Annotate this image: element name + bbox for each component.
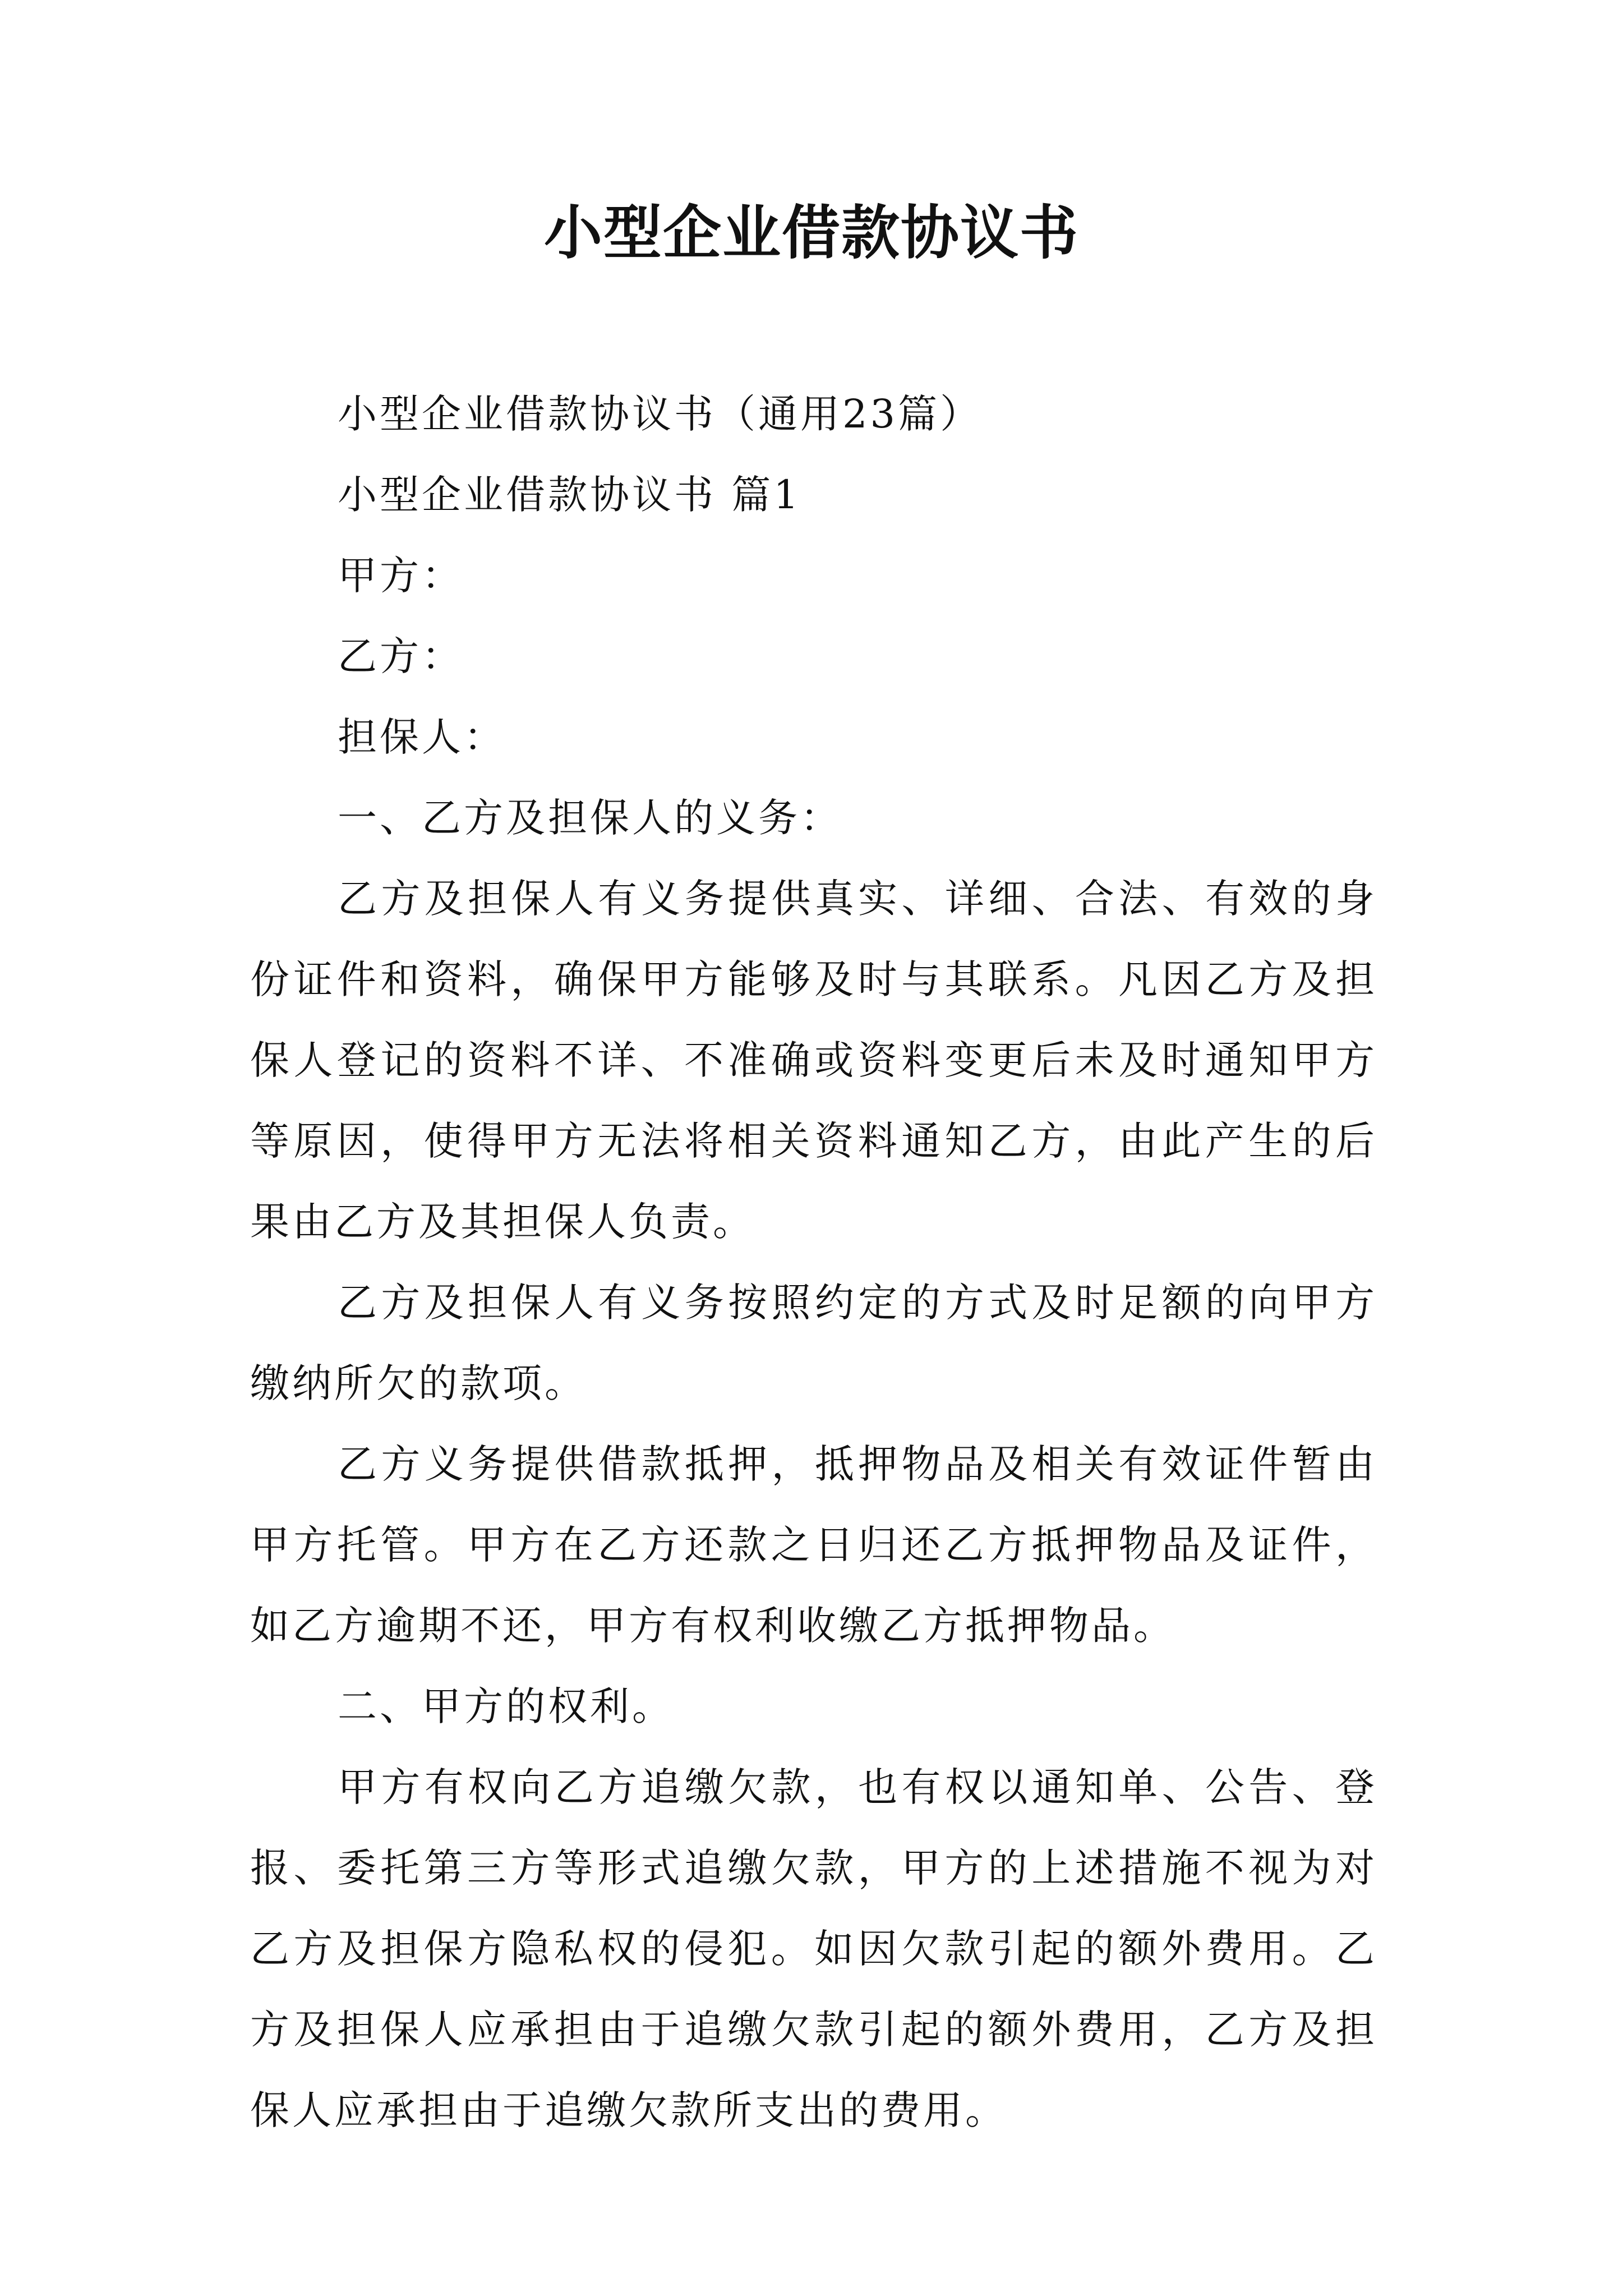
paragraph-clause-1-info: 乙方及担保人有义务提供真实、详细、合法、有效的身份证件和资料，确保甲方能够及时与其联系。凡因乙方及担保人登记的资料不详、不准确或资料变更后未及时通知甲方等原因，使得甲方无法将相关资料通知乙方，由此产生的后果由乙方及其担保人负责。: [250, 876, 1377, 1245]
paragraph-section-heading: 小型企业借款协议书 篇1: [338, 472, 801, 518]
paragraph-clause-1-collateral: 乙方义务提供借款抵押，抵押物品及相关有效证件暂由甲方托管。甲方在乙方还款之日归还乙方抵押物品及证件，如乙方逾期不还，甲方有权利收缴乙方抵押物品。: [250, 1441, 1377, 1649]
paragraph-clause-2-heading: 二、甲方的权利。: [338, 1683, 674, 1729]
paragraph-party-a: 甲方：: [338, 553, 464, 599]
paragraph-clause-2-rights: 甲方有权向乙方追缴欠款，也有权以通知单、公告、登报、委托第三方等形式追缴欠款，甲方的上述措施不视为对乙方及担保方隐私权的侵犯。如因欠款引起的额外费用。乙方及担保人应承担由于追缴欠款引起的额外费用，乙方及担保人应承担由于追缴欠款所支出的费用。: [250, 1764, 1377, 2133]
paragraph-subtitle: 小型企业借款协议书（通用23篇）: [338, 391, 983, 437]
paragraph-clause-1-payment: 乙方及担保人有义务按照约定的方式及时足额的向甲方缴纳所欠的款项。: [250, 1280, 1377, 1406]
document-title: 小型企业借款协议书: [543, 198, 1079, 267]
paragraph-guarantor: 担保人：: [338, 714, 506, 760]
paragraph-party-b: 乙方：: [338, 633, 464, 679]
document-body: [250, 374, 1377, 2151]
paragraph-clause-1-heading: 一、乙方及担保人的义务：: [338, 795, 842, 841]
